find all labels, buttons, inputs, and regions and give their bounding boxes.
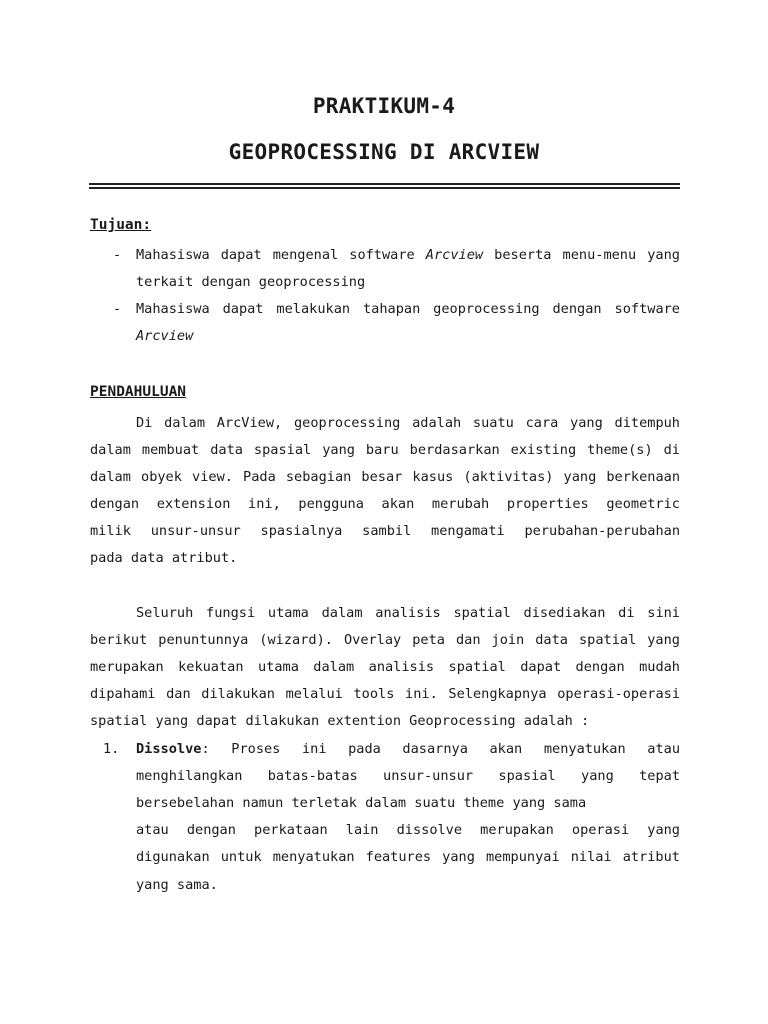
list-item-1 <box>136 740 680 758</box>
list-item-text: : Proses ini pada dasarnya akan menyatukan atau <box>201 741 680 757</box>
bullet-dash: - <box>113 247 122 263</box>
tujuan-bullet-2: Mahasiswa dapat melakukan tahapan geoprocessing dengan software <box>136 301 680 317</box>
paragraph-line: spatial yang dapat dilakukan extention Geoprocessing adalah : <box>90 713 590 729</box>
paragraph-line: dengan extension ini, pengguna akan merubah properties geometric <box>90 496 680 512</box>
bullet-dash: - <box>113 301 122 317</box>
paragraph-line: dalam membuat data spasial yang baru berdasarkan existing theme(s) di <box>90 442 680 458</box>
title-divider-top <box>89 183 680 185</box>
page-title: PRAKTIKUM-4 <box>312 94 456 118</box>
bullet-1-italic: Arcview <box>425 247 484 263</box>
paragraph-line: dalam obyek view. Pada sebagian besar kasus (aktivitas) yang berkenaan <box>90 469 680 485</box>
list-item-line: bersebelahan namun terletak dalam suatu theme yang sama <box>136 795 587 811</box>
list-item-line: atau dengan perkataan lain dissolve merupakan operasi yang <box>136 822 680 838</box>
paragraph-line: berikut penuntunnya (wizard). Overlay peta dan join data spatial yang <box>90 632 680 648</box>
pendahuluan-heading: PENDAHULUAN <box>90 384 187 400</box>
tujuan-bullet-1 <box>136 246 680 264</box>
list-item-term: Dissolve <box>136 741 202 757</box>
paragraph-line: Di dalam ArcView, geoprocessing adalah suatu cara yang ditempuh <box>136 415 680 431</box>
paragraph-line: Seluruh fungsi utama dalam analisis spatial disediakan di sini <box>136 605 680 621</box>
list-item-line: digunakan untuk menyatukan features yang mempunyai nilai atribut <box>136 849 680 865</box>
tujuan-heading: Tujuan: <box>90 217 152 233</box>
tujuan-bullet-1-line-2: terkait dengan geoprocessing <box>136 274 366 290</box>
title-divider-bottom <box>89 187 680 189</box>
paragraph-line: dipahami dan dilakukan melalui tools ini. Selengkapnya operasi-operasi <box>90 686 680 702</box>
bullet-1-text-b: beserta menu-menu yang <box>483 247 680 263</box>
page-subtitle: GEOPROCESSING DI ARCVIEW <box>228 140 540 164</box>
list-item-line: menghilangkan batas-batas unsur-unsur spasial yang tepat <box>136 768 680 784</box>
list-item-line: yang sama. <box>136 877 218 893</box>
paragraph-line: merupakan kekuatan utama dalam analisis spatial dapat dengan mudah <box>90 659 680 675</box>
bullet-1-text-a: Mahasiswa dapat mengenal software <box>136 247 426 263</box>
paragraph-line: milik unsur-unsur spasialnya sambil mengamati perubahan-perubahan <box>90 523 680 539</box>
paragraph-line: pada data atribut. <box>90 550 238 566</box>
tujuan-bullet-2-italic: Arcview <box>136 328 194 344</box>
list-item-number: 1. <box>103 741 120 757</box>
